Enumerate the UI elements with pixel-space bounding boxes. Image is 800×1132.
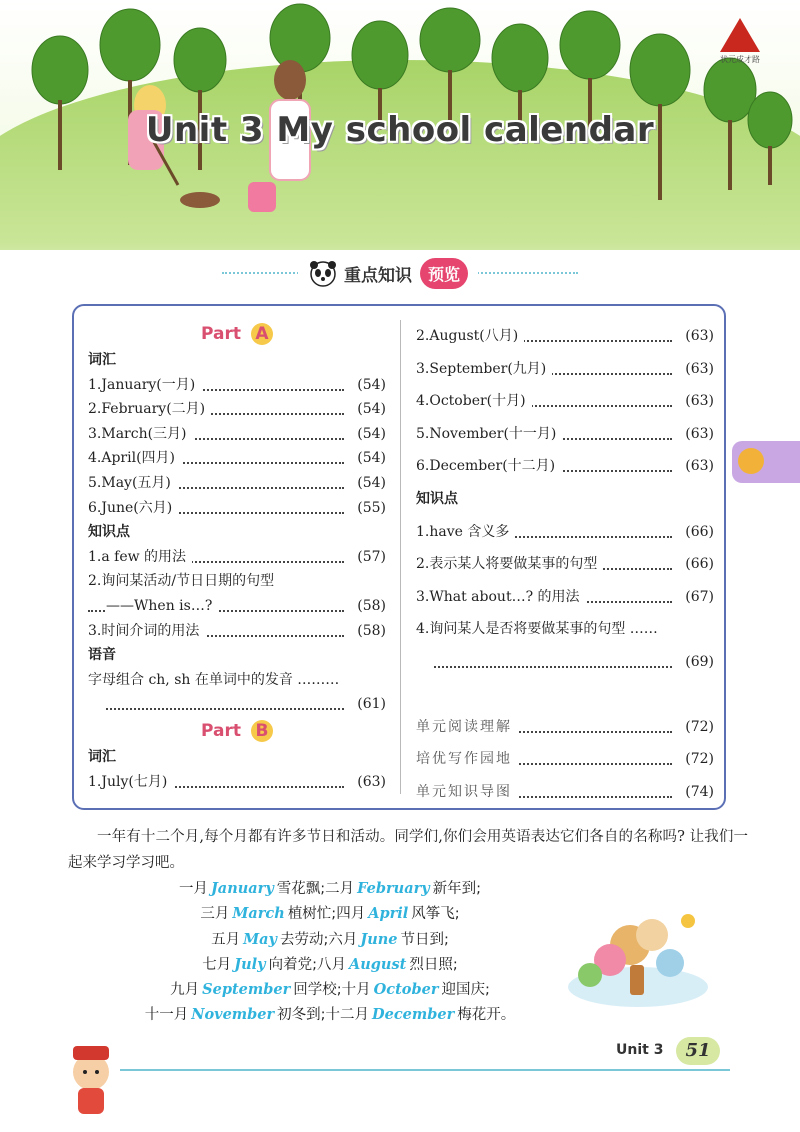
poem-text: 二月 xyxy=(325,881,355,897)
side-tab xyxy=(732,441,800,483)
mascot-illustration xyxy=(60,1038,122,1118)
toc-entry-page: (74) xyxy=(679,780,714,805)
toc-entry-time-prepositions xyxy=(88,619,386,644)
toc-entry-label: 5.November(十一月) xyxy=(416,422,562,447)
month-word: October xyxy=(373,981,439,999)
section-heading-knowledge-a: 知识点 xyxy=(88,524,130,541)
leader-dots xyxy=(434,666,672,668)
poem-text: 新年到; xyxy=(432,881,482,897)
toc-entry-label: 1.have 含义多 xyxy=(416,520,515,545)
poem-line xyxy=(100,901,560,926)
month-poem xyxy=(100,876,560,1028)
toc-entry-page: (57) xyxy=(351,545,386,570)
toc-entry-july xyxy=(88,770,386,795)
intro-paragraph: 一年有十二个月,每个月都有许多节日和活动。同学们,你们会用英语表达它们各自的名称吗? 让我们一起来学习学习吧。 xyxy=(68,829,748,871)
toc-entry-march xyxy=(88,422,386,447)
poem-line xyxy=(100,927,560,952)
toc-entry-page: (63) xyxy=(679,454,714,479)
month-word: November xyxy=(191,1006,275,1024)
toc-entry-page: (72) xyxy=(679,747,714,772)
ice-cream-illustration xyxy=(560,905,710,1010)
toc-entry-going-to xyxy=(416,552,714,577)
poem-text: 初冬到; xyxy=(277,1007,326,1024)
toc-entry-label: 单元知识导图 xyxy=(416,780,518,805)
toc-entry-november xyxy=(416,422,714,447)
poem-text: 五月 xyxy=(211,931,241,948)
part-a-word: Part xyxy=(201,324,242,344)
page-number: 51 xyxy=(676,1037,720,1065)
toc-entry-label: 3.March(三月) xyxy=(88,422,193,447)
toc-entry-august xyxy=(416,324,714,349)
month-word: March xyxy=(232,905,285,923)
poem-text: 十月 xyxy=(341,982,371,999)
month-word: April xyxy=(368,905,409,923)
toc-entry-february xyxy=(88,397,386,422)
toc-entry-page: (63) xyxy=(351,770,386,795)
poem-text: 六月 xyxy=(328,931,358,948)
toc-entry-label: 2.August(八月) xyxy=(416,324,524,349)
part-b-word: Part xyxy=(201,720,242,741)
toc-entry-reading xyxy=(416,715,714,740)
toc-entry-page: (61) xyxy=(351,692,386,717)
month-word: January xyxy=(210,880,274,897)
preview-badge xyxy=(298,255,478,291)
toc-entry-label: 3.September(九月) xyxy=(416,357,552,382)
poem-text: 一月 xyxy=(178,881,208,897)
poem-text: 植树忙; xyxy=(287,906,337,923)
toc-entry-december xyxy=(416,454,714,479)
toc-entry-september xyxy=(416,357,714,382)
unit-title: Unit 3 My school calendar xyxy=(145,110,655,150)
poem-text: 四月 xyxy=(336,906,366,923)
poem-text: 梅花开。 xyxy=(457,1007,516,1024)
footer-rule xyxy=(120,1069,730,1071)
toc-entry-january xyxy=(88,373,386,398)
preview-accent: 预览 xyxy=(420,258,468,289)
toc-entry-phonics xyxy=(88,668,386,693)
preview-strip xyxy=(222,255,578,291)
month-word: May xyxy=(243,930,277,948)
month-word: June xyxy=(360,930,398,948)
toc-entry-page: (66) xyxy=(679,520,714,545)
contents-panel xyxy=(72,304,726,810)
lion-face-icon xyxy=(738,448,764,474)
poem-text: 十一月 xyxy=(144,1007,189,1024)
month-word: December xyxy=(372,1006,455,1024)
toc-entry-label: 6.June(六月) xyxy=(88,496,178,521)
toc-entry-label: 3.时间介词的用法 xyxy=(88,619,205,644)
toc-entry-label: 单元阅读理解 xyxy=(416,715,518,740)
contents-left-column xyxy=(88,320,386,794)
poem-line xyxy=(100,977,560,1002)
toc-entry-label: 6.December(十二月) xyxy=(416,454,561,479)
toc-entry-page: (58) xyxy=(351,619,386,644)
part-a-letter: A xyxy=(251,323,273,345)
toc-entry-page: (54) xyxy=(351,422,386,447)
poem-text: 向着党; xyxy=(268,956,317,973)
toc-entry-label: ——When is…? xyxy=(106,594,218,619)
toc-entry-page: (54) xyxy=(351,446,386,471)
footer-unit-label: Unit 3 xyxy=(616,1042,664,1058)
section-heading-knowledge-b: 知识点 xyxy=(416,490,458,507)
toc-entry-date-question xyxy=(88,569,386,594)
poem-text: 烈日照; xyxy=(409,956,458,973)
toc-entry-page: (66) xyxy=(679,552,714,577)
publisher-logo xyxy=(718,18,762,65)
column-divider xyxy=(400,320,401,794)
toc-entry-label: 2.February(二月) xyxy=(88,397,211,422)
toc-entry-page: (67) xyxy=(679,585,714,610)
toc-entry-will-question xyxy=(416,617,714,642)
toc-entry-page: (63) xyxy=(679,357,714,382)
month-word: September xyxy=(202,981,291,999)
section-heading-phonics: 语音 xyxy=(88,647,116,664)
poem-text: 雪花飘; xyxy=(276,881,326,897)
toc-entry-page: (63) xyxy=(679,422,714,447)
poem-text: 去劳动; xyxy=(279,931,329,948)
toc-entry-what-about xyxy=(416,585,714,610)
toc-entry-page: (69) xyxy=(679,650,714,675)
month-word: July xyxy=(234,955,266,973)
part-b-title xyxy=(88,717,386,745)
toc-entry-page: (54) xyxy=(351,373,386,398)
toc-entry-label: 4.April(四月) xyxy=(88,446,181,471)
toc-entry-label: 2.询问某活动/节日日期的句型 xyxy=(88,573,275,590)
poem-line xyxy=(100,876,560,901)
poem-text: 迎国庆; xyxy=(441,982,490,999)
toc-entry-label: 1.January(一月) xyxy=(88,373,201,398)
panda-icon xyxy=(308,258,338,288)
poem-text: 十二月 xyxy=(325,1007,370,1024)
contents-right-column xyxy=(416,320,714,804)
toc-entry-page: (63) xyxy=(679,324,714,349)
toc-entry-label: 5.May(五月) xyxy=(88,471,177,496)
toc-entry-label: 字母组合 ch, sh 在单词中的发音 ……… xyxy=(88,671,340,688)
toc-entry-when-is xyxy=(88,594,386,619)
toc-entry-april xyxy=(88,446,386,471)
part-b-letter: B xyxy=(251,720,273,742)
month-word: February xyxy=(357,880,430,897)
toc-entry-page: (55) xyxy=(351,496,386,521)
poem-line xyxy=(100,1002,560,1027)
part-a-title xyxy=(88,320,386,348)
toc-entry-page: (58) xyxy=(351,594,386,619)
preview-label: 重点知识 xyxy=(344,265,412,286)
toc-entry-label: 4.October(十月) xyxy=(416,389,532,414)
toc-entry-page: (72) xyxy=(679,715,714,740)
unit-banner xyxy=(0,0,800,250)
toc-entry-mind-map xyxy=(416,780,714,805)
toc-entry-page: (54) xyxy=(351,397,386,422)
toc-entry-october xyxy=(416,389,714,414)
toc-entry-label: 4.询问某人是否将要做某事的句型 …… xyxy=(416,621,658,638)
poem-text: 九月 xyxy=(170,982,200,999)
logo-text: 状元成才路 xyxy=(720,55,760,64)
toc-entry-label: 1.July(七月) xyxy=(88,770,173,795)
toc-entry-a-few xyxy=(88,545,386,570)
toc-entry-writing xyxy=(416,747,714,772)
toc-entry-phonics-page xyxy=(88,692,386,717)
toc-entry-page: (63) xyxy=(679,389,714,414)
toc-entry-label: 1.a few 的用法 xyxy=(88,545,192,570)
toc-entry-label: 培优写作园地 xyxy=(416,747,518,772)
poem-line xyxy=(100,952,560,977)
poem-text: 回学校; xyxy=(293,982,342,999)
toc-entry-june xyxy=(88,496,386,521)
toc-entry-page: (54) xyxy=(351,471,386,496)
poem-text: 节日到; xyxy=(400,931,449,948)
toc-entry-may xyxy=(88,471,386,496)
leader-dots xyxy=(106,708,344,710)
poem-text: 三月 xyxy=(200,906,230,923)
section-heading-vocab-b: 词汇 xyxy=(88,748,116,765)
toc-entry-have xyxy=(416,520,714,545)
month-word: August xyxy=(349,955,407,973)
poem-text: 风筝飞; xyxy=(411,906,460,923)
section-heading-vocab-a: 词汇 xyxy=(88,352,116,368)
toc-entry-will-question-page xyxy=(416,650,714,675)
poem-text: 七月 xyxy=(202,956,232,973)
toc-entry-label: 3.What about…? 的用法 xyxy=(416,585,586,610)
toc-entry-label: 2.表示某人将要做某事的句型 xyxy=(416,552,603,577)
poem-text: 八月 xyxy=(317,956,346,973)
crown-triangle-icon xyxy=(720,18,760,52)
